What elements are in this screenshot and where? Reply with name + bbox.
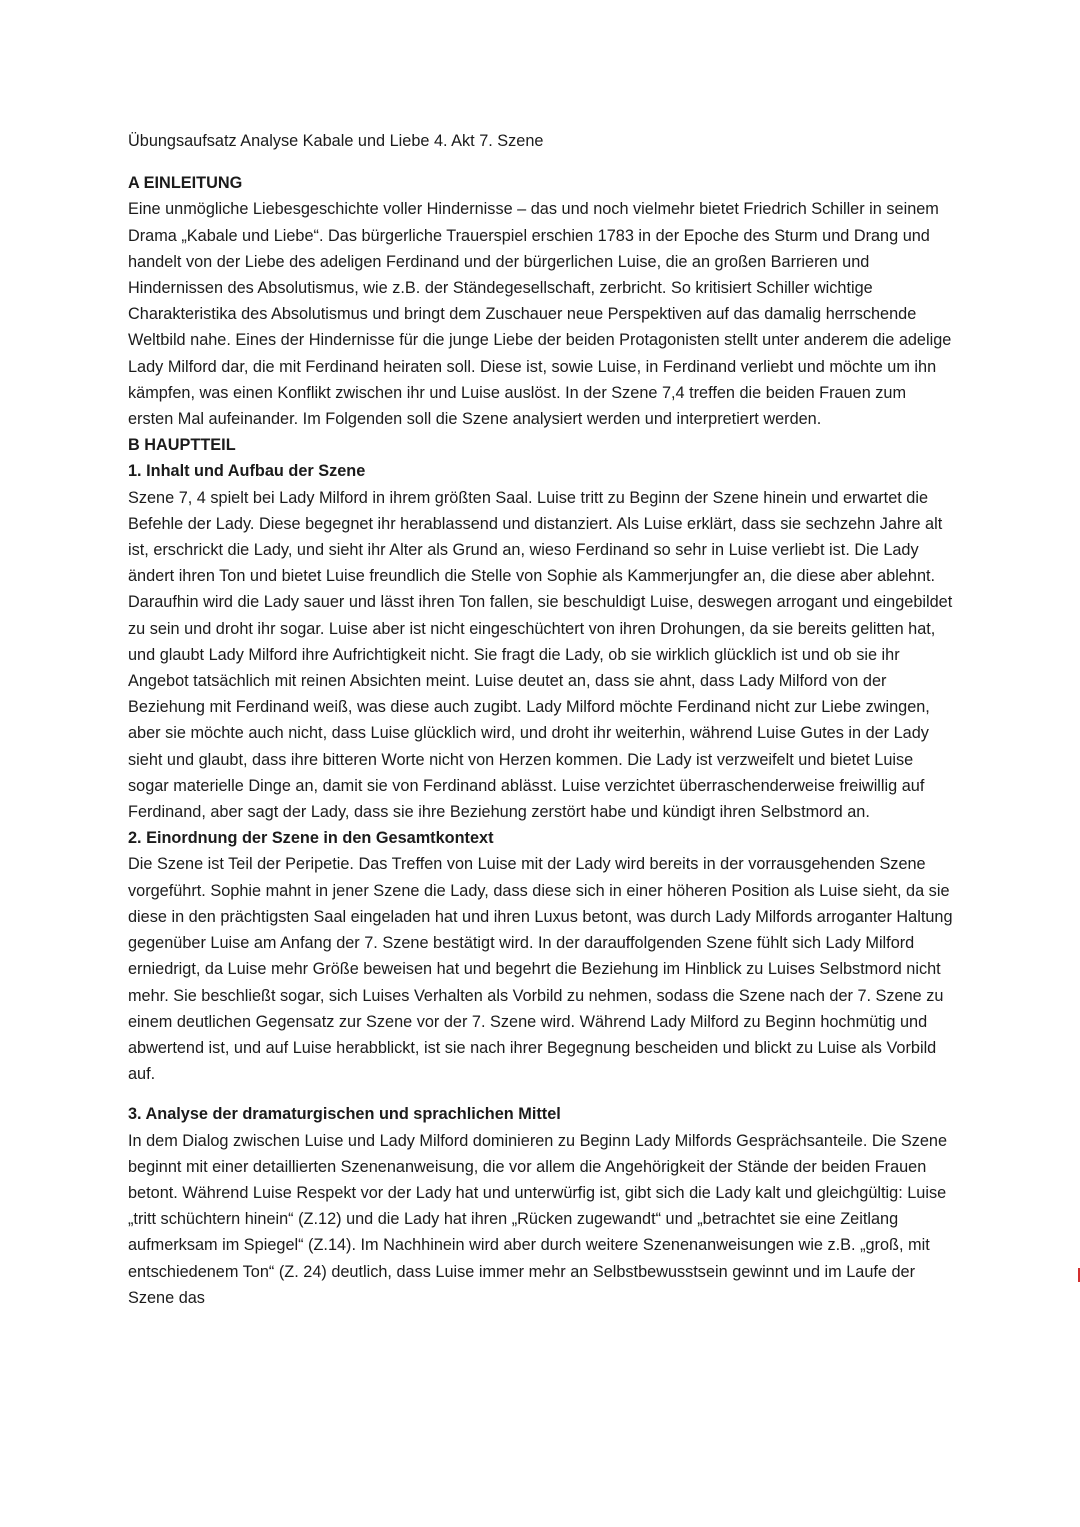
paragraph-einordnung: Die Szene ist Teil der Peripetie. Das Treffen von Luise mit der Lady wird bereits in der vorrausgehenden Szene vorgeführt. Sophie mahnt in jener Szene die Lady, dass diese sich in einer höheren Position als Luise sieht, da sie diese in den prächtigsten Saal eingeladen hat und ihren Luxus betont, was durch Lady Milfords arroganter Haltung gegenüber Luise am Anfang der 7. Szene bestätigt wird. In der darauffolgenden Szene fühlt sich Lady Milford erniedrigt, da Luise mehr Größe beweisen hat und begehrt die Beziehung im Hinblick zu Luises Selbstmord nicht mehr. Sie beschließt sogar, sich Luises Verhalten als Vorbild zu nehmen, sodass die Szene nach der 7. Szene zu einem deutlichen Gegensatz zur Szene vor der 7. Szene wird. Während Lady Milford zu Beginn hochmütig und abwertend ist, und auf Luise herabblickt, ist sie nach ihrer Begegnung bescheiden und blickt zu Luise als Vorbild auf. (128, 855, 953, 1084)
paragraph-inhalt: Szene 7, 4 spielt bei Lady Milford in ihrem größten Saal. Luise tritt zu Beginn der Szene hinein und erwartet die Befehle der Lady. Diese begegnet ihr herablassend und distanziert. Als Luise erklärt, dass sie sechzehn Jahre alt ist, erschrickt die Lady, und sieht ihr Alter als Grund an, wieso Ferdinand so sehr in Luise verliebt ist. Die Lady ändert ihren Ton und bietet Luise freundlich die Stelle von Sophie als Kammerjungfer an, die diese aber ablehnt. Daraufhin wird die Lady sauer und lässt ihren Ton fallen, sie beschuldigt Luise, deswegen arrogant und eingebildet zu sein und droht ihr sogar. Luise aber ist nicht eingeschüchtert von ihren Drohungen, da sie bereits gelitten hat, und glaubt Lady Milford ihre Aufrichtigkeit nicht. Sie fragt die Lady, ob sie wirklich glücklich ist und ob sie ihr Angebot tatsächlich mit reinen Absichten meint. Luise deutet an, dass sie ahnt, dass Lady Milford von der Beziehung mit Ferdinand weiß, was diese auch zugibt. Lady Milford möchte Ferdinand nicht zur Liebe zwingen, aber sie möchte auch nicht, dass Luise glücklich wird, und droht ihr weiterhin, während Luise Gutes in der Lady sieht und glaubt, dass ihre bitteren Worte nicht von Herzen kommen. Die Lady ist verzweifelt und bietet Luise sogar materielle Dinge an, damit sie von Ferdinand ablässt. Luise verzichtet überraschenderweise freiwillig auf Ferdinand, aber sagt der Lady, dass sie ihre Beziehung zerstört habe und kündigt ihren Selbstmord an. (128, 488, 953, 822)
heading-inhalt: 1. Inhalt und Aufbau der Szene (128, 462, 366, 481)
heading-hauptteil: B HAUPTTEIL (128, 436, 236, 455)
paragraph-einleitung: Eine unmögliche Liebesgeschichte voller Hindernisse – das und noch vielmehr bietet Friedrich Schiller in seinem Drama „Kabale und Liebe“. Das bürgerliche Trauerspiel erschien 1783 in der Epoche des Sturm und Drang und handelt von der Liebe des adeligen Ferdinand und der bürgerlichen Luise, die an großen Barrieren und Hindernissen des Absolutismus, wie z.B. der Ständegesellschaft, zerbricht. So kritisiert Schiller wichtige Charakteristika des Absolutismus und bringt dem Zuschauer neue Perspektiven auf das damalig herrschende Weltbild nahe. Eines der Hindernisse für die junge Liebe der beiden Protagonisten stellt unter anderem die adelige Lady Milford dar, die mit Ferdinand heiraten soll. Diese ist, sowie Luise, in Ferdinand verliebt und möchte um ihn kämpfen, was einen Konflikt zwischen ihr und Luise auslöst. In der Szene 7,4 treffen die beiden Frauen zum ersten Mal aufeinander. Im Folgenden soll die Szene analysiert werden und interpretiert werden. (128, 200, 952, 429)
document-title: Übungsaufsatz Analyse Kabale und Liebe 4. Akt 7. Szene (128, 132, 544, 150)
section-hauptteil (128, 432, 954, 1311)
heading-einordnung: 2. Einordnung der Szene in den Gesamtkontext (128, 829, 494, 848)
paragraph-analyse: In dem Dialog zwischen Luise und Lady Milford dominieren zu Beginn Lady Milfords Gesprächsanteile. Die Szene beginnt mit einer detaillierten Szenenanweisung, die vor allem die Angehörigkeit der Stände der beiden Frauen betont. Während Luise Respekt vor der Lady hat und unterwürfig ist, gibt sich die Lady kalt und gleichgültig: Luise „tritt schüchtern hinein“ (Z.12) und die Lady hat ihren „Rücken zugewandt“ und „betrachtet sie eine Zeitlang aufmerksam im Spiegel“ (Z.14). Im Nachhinein wird aber durch weitere Szenenanweisungen wie z.B. „groß, mit entschiedenem Ton“ (Z. 24) deutlich, dass Luise immer mehr an Selbstbewusstsein gewinnt und im Laufe der Szene das (128, 1131, 948, 1307)
section-spacer (128, 1087, 954, 1101)
section-einleitung (128, 170, 954, 432)
document-page (128, 128, 954, 1311)
heading-einleitung: A EINLEITUNG (128, 174, 243, 193)
heading-analyse: 3. Analyse der dramaturgischen und sprachlichen Mittel (128, 1105, 561, 1124)
